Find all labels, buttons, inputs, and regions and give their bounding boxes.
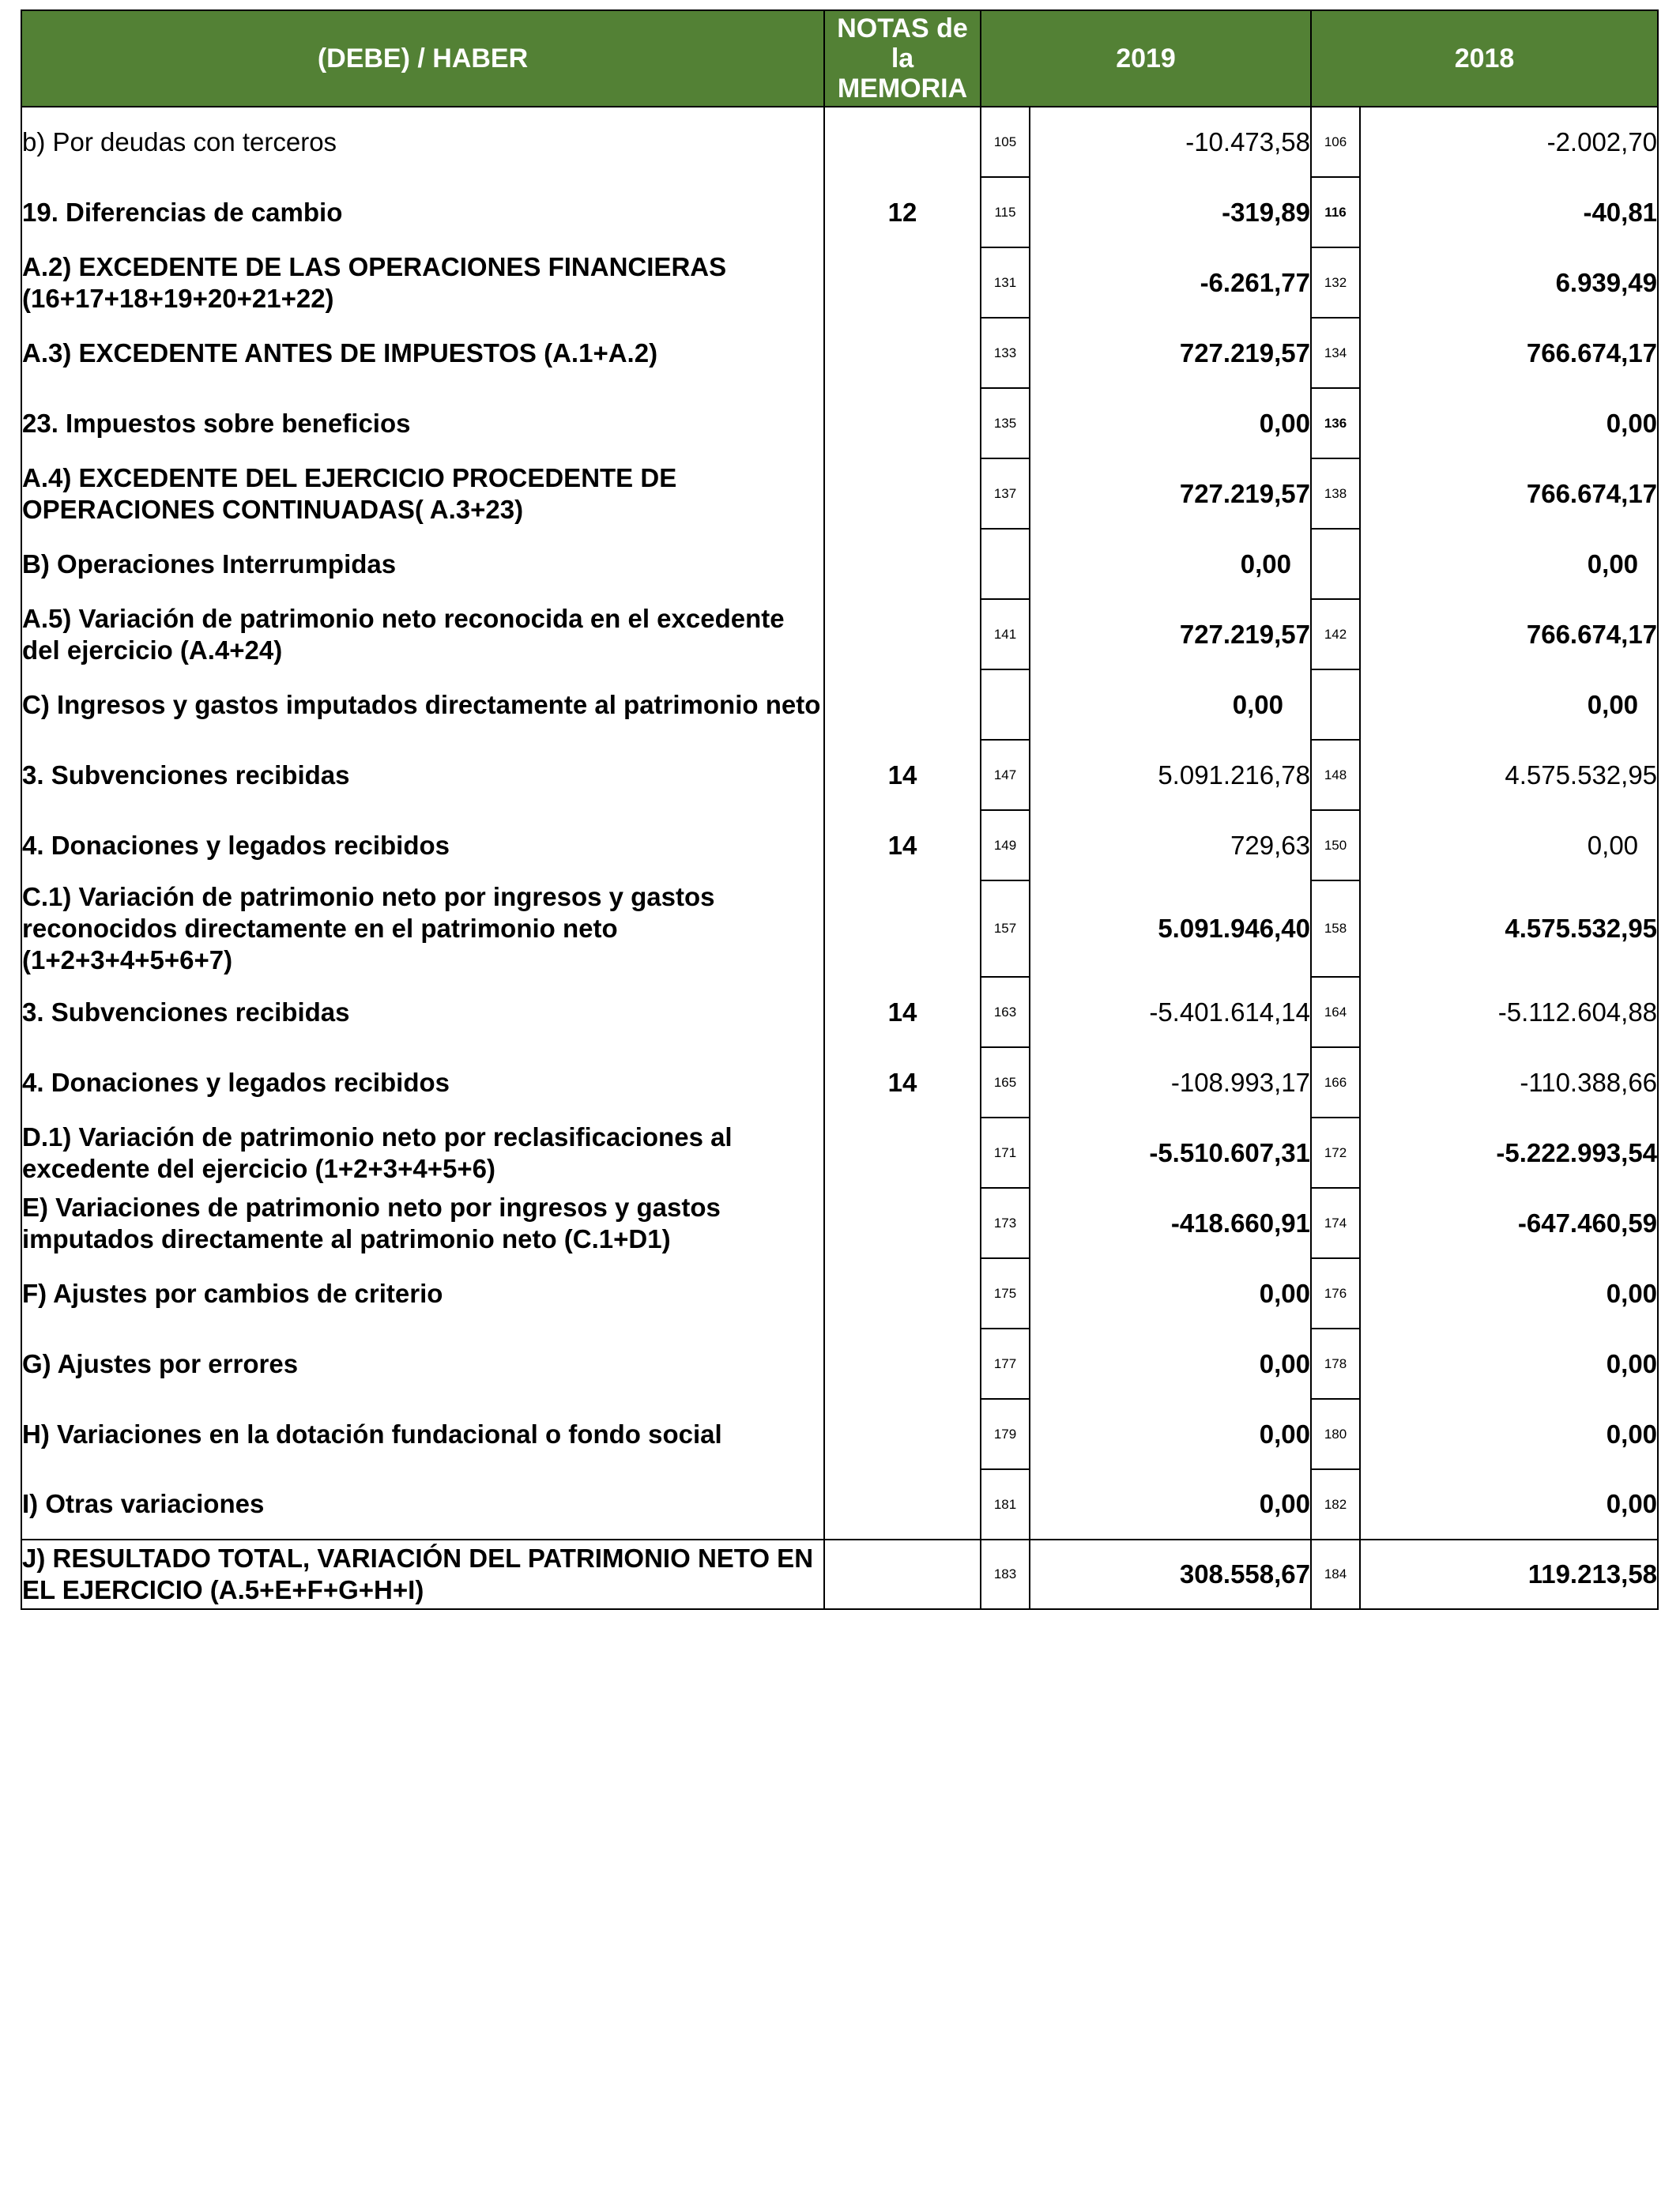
row-code-2018: 132 <box>1311 247 1360 318</box>
row-value-2019: -6.261,77 <box>1030 247 1311 318</box>
row-value-2019: -5.510.607,31 <box>1030 1118 1311 1188</box>
row-value-2018: -5.112.604,88 <box>1360 977 1658 1047</box>
row-value-2019: 0,00 <box>1030 529 1311 599</box>
table-row <box>21 177 1658 247</box>
row-code-2019: 131 <box>981 247 1030 318</box>
row-value-2019: -10.473,58 <box>1030 107 1311 177</box>
row-label: A.4) EXCEDENTE DEL EJERCICIO PROCEDENTE DE OPERACIONES CONTINUADAS( A.3+23) <box>21 458 824 529</box>
row-code-2019: 105 <box>981 107 1030 177</box>
row-nota <box>824 529 981 599</box>
row-code-2018: 142 <box>1311 599 1360 669</box>
row-code-2019: 137 <box>981 458 1030 529</box>
row-nota <box>824 1118 981 1188</box>
row-label: F) Ajustes por cambios de criterio <box>21 1258 824 1329</box>
row-code-2018: 174 <box>1311 1188 1360 1258</box>
row-nota <box>824 880 981 977</box>
row-code-2018: 150 <box>1311 810 1360 880</box>
row-code-2019: 173 <box>981 1188 1030 1258</box>
row-nota: 12 <box>824 177 981 247</box>
row-code-2018: 178 <box>1311 1329 1360 1399</box>
row-nota <box>824 1540 981 1609</box>
table-row <box>21 107 1658 177</box>
row-code-2019: 115 <box>981 177 1030 247</box>
row-label: G) Ajustes por errores <box>21 1329 824 1399</box>
row-code-2019: 141 <box>981 599 1030 669</box>
table-header-row <box>21 10 1658 107</box>
row-value-2018: 4.575.532,95 <box>1360 880 1658 977</box>
row-code-2018: 106 <box>1311 107 1360 177</box>
row-value-2018: 4.575.532,95 <box>1360 740 1658 810</box>
row-nota <box>824 669 981 740</box>
row-nota: 14 <box>824 810 981 880</box>
table-row <box>21 599 1658 669</box>
row-label: C.1) Variación de patrimonio neto por ingresos y gastos reconocidos directamente en el patrimonio neto (1+2+3+4+5+6+7) <box>21 880 824 977</box>
row-label: A.5) Variación de patrimonio neto reconocida en el excedente del ejercicio (A.4+24) <box>21 599 824 669</box>
row-value-2018: 0,00 <box>1360 1399 1658 1469</box>
row-nota: 14 <box>824 740 981 810</box>
row-value-2019: 0,00 <box>1030 669 1311 740</box>
row-value-2018: -40,81 <box>1360 177 1658 247</box>
table-row <box>21 669 1658 740</box>
table-row <box>21 1329 1658 1399</box>
row-label: 19. Diferencias de cambio <box>21 177 824 247</box>
row-label: A.2) EXCEDENTE DE LAS OPERACIONES FINANCIERAS (16+17+18+19+20+21+22) <box>21 247 824 318</box>
row-nota <box>824 107 981 177</box>
row-value-2018: 766.674,17 <box>1360 458 1658 529</box>
row-value-2018: 0,00 <box>1360 1329 1658 1399</box>
row-nota <box>824 388 981 458</box>
row-code-2018: 184 <box>1311 1540 1360 1609</box>
row-value-2019: 308.558,67 <box>1030 1540 1311 1609</box>
row-code-2019: 177 <box>981 1329 1030 1399</box>
row-value-2018: 766.674,17 <box>1360 599 1658 669</box>
row-nota <box>824 1399 981 1469</box>
table-row <box>21 318 1658 388</box>
row-code-2019: 175 <box>981 1258 1030 1329</box>
row-code-2019 <box>981 669 1030 740</box>
row-code-2018: 136 <box>1311 388 1360 458</box>
row-nota: 14 <box>824 1047 981 1118</box>
row-code-2019: 157 <box>981 880 1030 977</box>
row-value-2018: 0,00 <box>1360 669 1658 740</box>
row-code-2018 <box>1311 529 1360 599</box>
row-value-2019: 727.219,57 <box>1030 458 1311 529</box>
row-label: b) Por deudas con terceros <box>21 107 824 177</box>
row-value-2018: 766.674,17 <box>1360 318 1658 388</box>
row-value-2018: 0,00 <box>1360 810 1658 880</box>
row-code-2019: 179 <box>981 1399 1030 1469</box>
row-value-2018: 119.213,58 <box>1360 1540 1658 1609</box>
row-label: J) RESULTADO TOTAL, VARIACIÓN DEL PATRIMONIO NETO EN EL EJERCICIO (A.5+E+F+G+H+I) <box>21 1540 824 1609</box>
row-value-2019: -108.993,17 <box>1030 1047 1311 1118</box>
row-code-2018: 172 <box>1311 1118 1360 1188</box>
row-value-2019: 0,00 <box>1030 388 1311 458</box>
row-label: I) Otras variaciones <box>21 1469 824 1540</box>
row-code-2018: 164 <box>1311 977 1360 1047</box>
row-label: C) Ingresos y gastos imputados directamente al patrimonio neto <box>21 669 824 740</box>
row-nota <box>824 247 981 318</box>
row-value-2018: 0,00 <box>1360 1469 1658 1540</box>
row-code-2019: 133 <box>981 318 1030 388</box>
row-code-2019 <box>981 529 1030 599</box>
row-code-2018: 166 <box>1311 1047 1360 1118</box>
row-code-2019: 147 <box>981 740 1030 810</box>
row-nota <box>824 599 981 669</box>
row-value-2018: 0,00 <box>1360 1258 1658 1329</box>
row-label: 23. Impuestos sobre beneficios <box>21 388 824 458</box>
row-code-2019: 163 <box>981 977 1030 1047</box>
row-value-2019: 5.091.946,40 <box>1030 880 1311 977</box>
row-code-2018: 176 <box>1311 1258 1360 1329</box>
row-value-2019: 0,00 <box>1030 1329 1311 1399</box>
row-label: 4. Donaciones y legados recibidos <box>21 1047 824 1118</box>
row-label: A.3) EXCEDENTE ANTES DE IMPUESTOS (A.1+A.2) <box>21 318 824 388</box>
row-value-2018: -2.002,70 <box>1360 107 1658 177</box>
financial-statement-table <box>21 9 1659 1610</box>
row-code-2019: 165 <box>981 1047 1030 1118</box>
row-value-2018: 0,00 <box>1360 388 1658 458</box>
row-code-2019: 135 <box>981 388 1030 458</box>
row-code-2018: 158 <box>1311 880 1360 977</box>
row-value-2019: 5.091.216,78 <box>1030 740 1311 810</box>
row-value-2018: 6.939,49 <box>1360 247 1658 318</box>
row-value-2019: 0,00 <box>1030 1469 1311 1540</box>
row-value-2019: -418.660,91 <box>1030 1188 1311 1258</box>
row-code-2019: 149 <box>981 810 1030 880</box>
row-value-2019: 727.219,57 <box>1030 599 1311 669</box>
header-notas-memoria: NOTAS de la MEMORIA <box>824 10 981 107</box>
row-nota <box>824 1329 981 1399</box>
row-code-2018: 134 <box>1311 318 1360 388</box>
row-nota <box>824 1469 981 1540</box>
table-row <box>21 1258 1658 1329</box>
row-value-2018: 0,00 <box>1360 529 1658 599</box>
row-nota <box>824 1188 981 1258</box>
table-row <box>21 880 1658 977</box>
row-label: 3. Subvenciones recibidas <box>21 740 824 810</box>
row-label: B) Operaciones Interrumpidas <box>21 529 824 599</box>
row-code-2018 <box>1311 669 1360 740</box>
row-label: E) Variaciones de patrimonio neto por ingresos y gastos imputados directamente al patrimonio neto (C.1+D1) <box>21 1188 824 1258</box>
row-code-2018: 182 <box>1311 1469 1360 1540</box>
row-code-2018: 138 <box>1311 458 1360 529</box>
header-debe-haber: (DEBE) / HABER <box>21 10 824 107</box>
row-code-2018: 148 <box>1311 740 1360 810</box>
row-value-2019: -319,89 <box>1030 177 1311 247</box>
row-value-2019: -5.401.614,14 <box>1030 977 1311 1047</box>
row-code-2018: 116 <box>1311 177 1360 247</box>
table-row <box>21 977 1658 1047</box>
table-row <box>21 1047 1658 1118</box>
table-row <box>21 458 1658 529</box>
row-value-2018: -110.388,66 <box>1360 1047 1658 1118</box>
row-nota <box>824 1258 981 1329</box>
header-year-2019: 2019 <box>981 10 1311 107</box>
row-nota <box>824 318 981 388</box>
row-label: H) Variaciones en la dotación fundacional o fondo social <box>21 1399 824 1469</box>
table-row <box>21 529 1658 599</box>
table-row <box>21 1118 1658 1188</box>
row-value-2019: 0,00 <box>1030 1399 1311 1469</box>
row-label: 4. Donaciones y legados recibidos <box>21 810 824 880</box>
row-nota: 14 <box>824 977 981 1047</box>
row-value-2018: -647.460,59 <box>1360 1188 1658 1258</box>
row-label: D.1) Variación de patrimonio neto por reclasificaciones al excedente del ejercicio (1+2+3+4+5+6) <box>21 1118 824 1188</box>
row-label: 3. Subvenciones recibidas <box>21 977 824 1047</box>
row-nota <box>824 458 981 529</box>
table-row <box>21 388 1658 458</box>
row-code-2019: 171 <box>981 1118 1030 1188</box>
table-row <box>21 1188 1658 1258</box>
table-row <box>21 1469 1658 1540</box>
table-row-total <box>21 1540 1658 1609</box>
table-row <box>21 1399 1658 1469</box>
table-row <box>21 247 1658 318</box>
row-value-2019: 727.219,57 <box>1030 318 1311 388</box>
row-value-2018: -5.222.993,54 <box>1360 1118 1658 1188</box>
table-row <box>21 810 1658 880</box>
row-value-2019: 0,00 <box>1030 1258 1311 1329</box>
row-code-2019: 183 <box>981 1540 1030 1609</box>
table-row <box>21 740 1658 810</box>
row-code-2019: 181 <box>981 1469 1030 1540</box>
row-code-2018: 180 <box>1311 1399 1360 1469</box>
row-value-2019: 729,63 <box>1030 810 1311 880</box>
header-year-2018: 2018 <box>1311 10 1658 107</box>
